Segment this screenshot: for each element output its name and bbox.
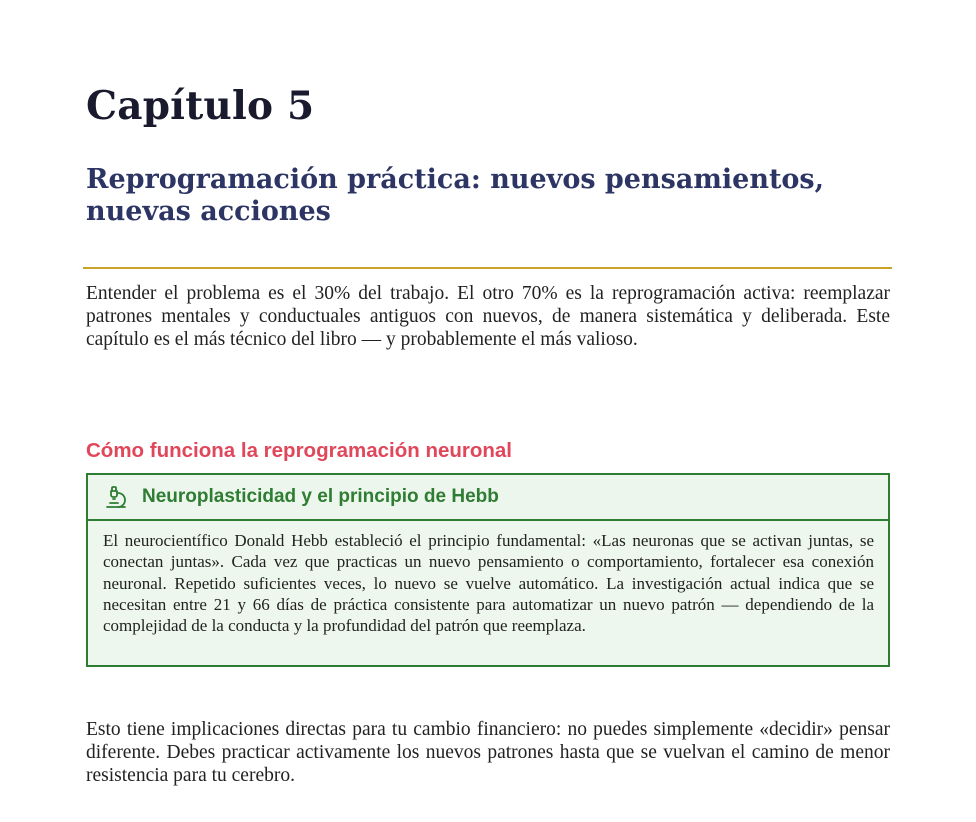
chapter-title: Capítulo 5 [86,83,315,129]
microscope-icon [104,485,128,509]
callout-header [88,475,888,521]
outro-paragraph: Esto tiene implicaciones directas para tu cambio financiero: no puedes simplemente «decidir» pensar diferente. Debes practicar activamente los nuevos patrones hasta que se vuelvan el camino de menor resistencia para tu cerebro. [86,719,890,786]
chapter-subtitle: Reprogramación práctica: nuevos pensamientos, nuevas acciones [86,164,825,227]
section-heading: Cómo funciona la reprogramación neuronal [86,439,513,462]
intro-paragraph: Entender el problema es el 30% del trabajo. El otro 70% es la reprogramación activa: reemplazar patrones mentales y conductuales antiguos con nuevos, de manera sistemática y deliberada. Este capítulo es el más técnico del libro — y probablemente el más valioso. [86,283,890,350]
callout-title: Neuroplasticidad y el principio de Hebb [142,486,499,507]
divider-rule [83,267,892,269]
callout-box [86,473,890,667]
callout-body: El neurocientífico Donald Hebb estableció el principio fundamental: «Las neuronas que se activan juntas, se conectan juntas». Cada vez que practicas un nuevo pensamiento o comportamiento, fortalecer esa conexión neuronal. Repetido suficientes veces, lo nuevo se vuelve automático. La investigación actual indica que se necesitan entre 21 y 66 días de práctica consistente para automatizar un nuevo patrón — dependiendo de la complejidad de la conducta y la profundidad del patrón que reemplaza. [103,531,874,636]
